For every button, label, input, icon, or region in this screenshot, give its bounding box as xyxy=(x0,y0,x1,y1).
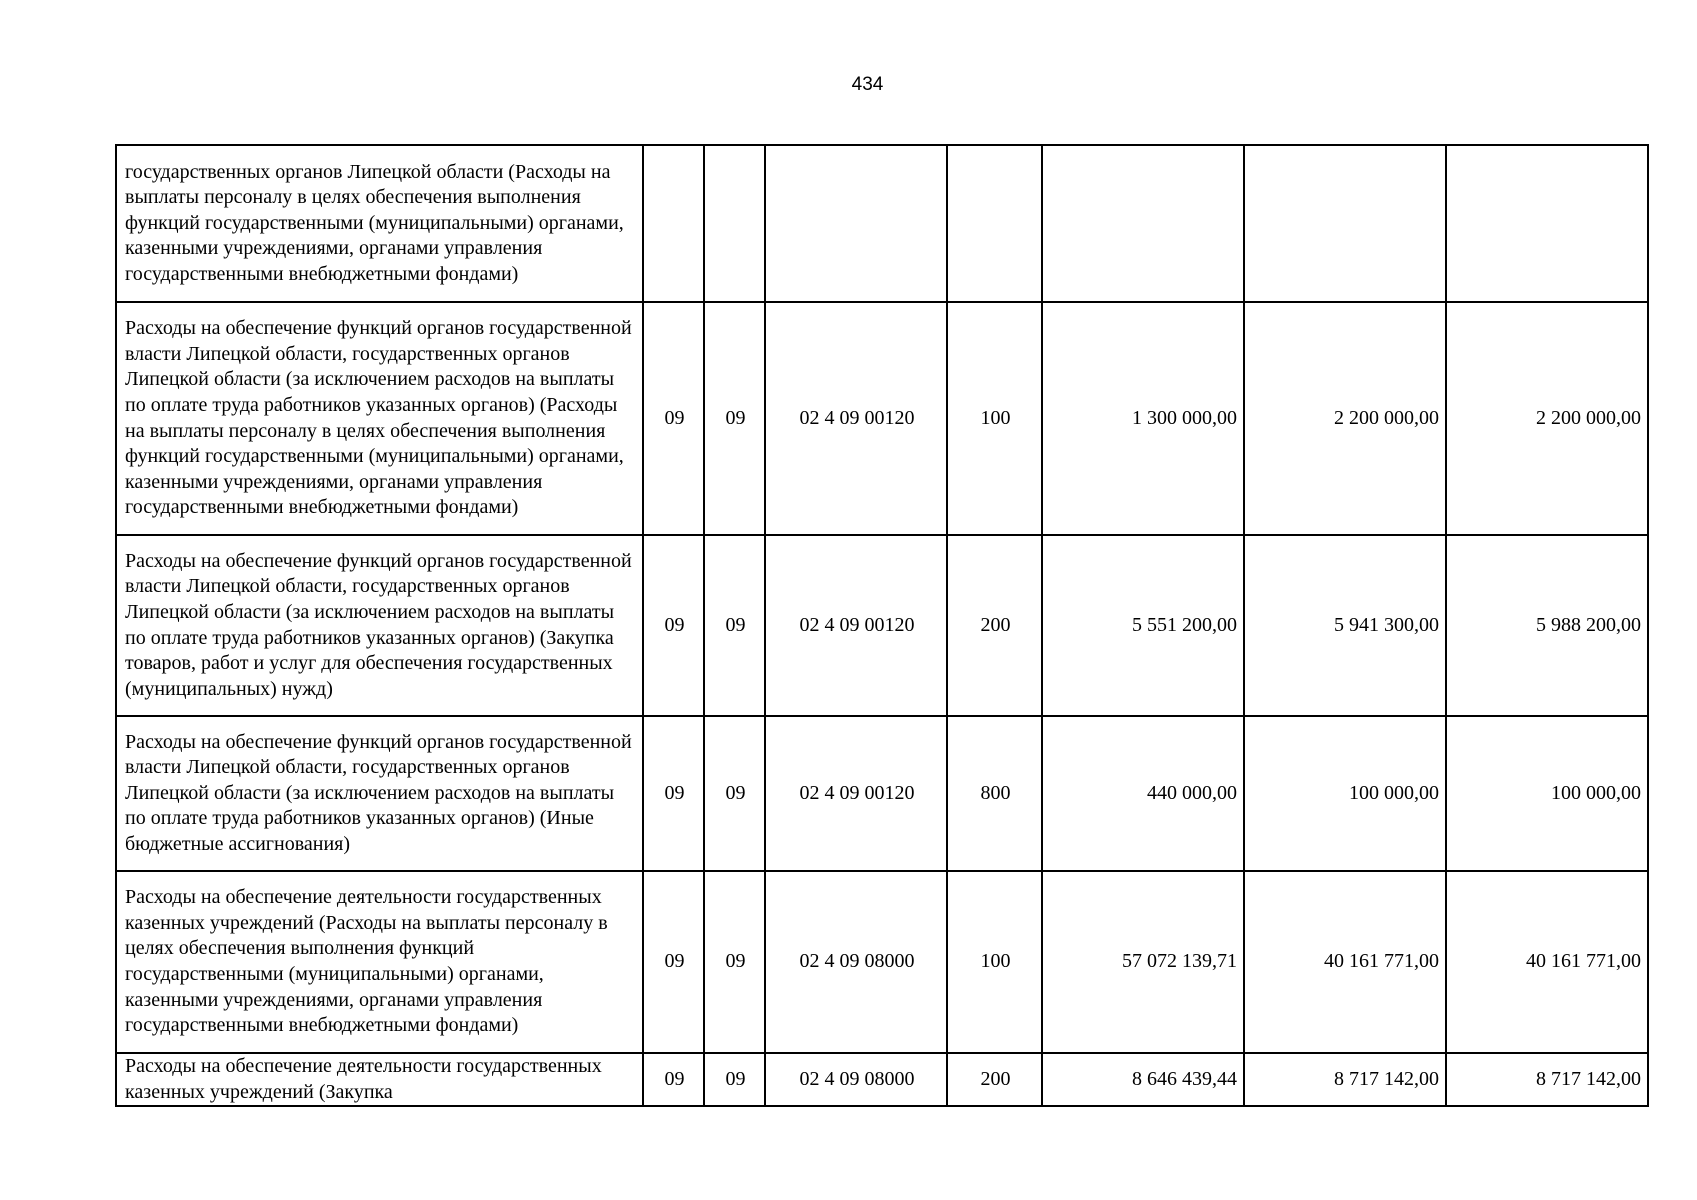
cell-description: Расходы на обеспечение деятельности государственных казенных учреждений (Закупка xyxy=(116,1053,643,1106)
cell-expense-type: 200 xyxy=(947,1053,1042,1106)
cell-amount-3 xyxy=(1446,145,1648,302)
cell-description: Расходы на обеспечение деятельности государственных казенных учреждений (Расходы на выплаты персоналу в целях обеспечения выполнения функций государственными (муниципальными) органами, казенными учреждениями, органами управления государственными внебюджетными фондами) xyxy=(116,871,643,1053)
cell-amount-1: 8 646 439,44 xyxy=(1042,1053,1244,1106)
cell-target-article: 02 4 09 08000 xyxy=(765,1053,947,1106)
cell-section: 09 xyxy=(643,302,704,535)
cell-expense-type: 100 xyxy=(947,871,1042,1053)
cell-amount-2 xyxy=(1244,145,1446,302)
budget-table xyxy=(115,144,1649,1107)
cell-description: Расходы на обеспечение функций органов государственной власти Липецкой области, государственных органов Липецкой области (за исключением расходов на выплаты по оплате труда работников указанных органов) (Расходы на выплаты персоналу в целях обеспечения выполнения функций государственными (муниципальными) органами, казенными учреждениями, органами управления государственными внебюджетными фондами) xyxy=(116,302,643,535)
cell-section: 09 xyxy=(643,716,704,871)
cell-amount-3: 8 717 142,00 xyxy=(1446,1053,1648,1106)
cell-amount-1: 440 000,00 xyxy=(1042,716,1244,871)
cell-amount-3: 5 988 200,00 xyxy=(1446,535,1648,716)
cell-amount-1 xyxy=(1042,145,1244,302)
cell-expense-type: 800 xyxy=(947,716,1042,871)
cell-amount-2: 5 941 300,00 xyxy=(1244,535,1446,716)
cell-subsection xyxy=(704,145,765,302)
cell-amount-3: 100 000,00 xyxy=(1446,716,1648,871)
cell-target-article: 02 4 09 00120 xyxy=(765,535,947,716)
cell-amount-2: 40 161 771,00 xyxy=(1244,871,1446,1053)
cell-subsection: 09 xyxy=(704,716,765,871)
cell-section: 09 xyxy=(643,871,704,1053)
table-row xyxy=(116,535,1648,716)
cell-amount-1: 57 072 139,71 xyxy=(1042,871,1244,1053)
cell-amount-2: 8 717 142,00 xyxy=(1244,1053,1446,1106)
cell-expense-type: 100 xyxy=(947,302,1042,535)
table-row xyxy=(116,1053,1648,1106)
cell-section: 09 xyxy=(643,535,704,716)
cell-subsection: 09 xyxy=(704,1053,765,1106)
table-row xyxy=(116,716,1648,871)
cell-expense-type xyxy=(947,145,1042,302)
cell-subsection: 09 xyxy=(704,871,765,1053)
cell-subsection: 09 xyxy=(704,302,765,535)
cell-expense-type: 200 xyxy=(947,535,1042,716)
page-number: 434 xyxy=(851,74,884,95)
cell-amount-2: 100 000,00 xyxy=(1244,716,1446,871)
cell-amount-2: 2 200 000,00 xyxy=(1244,302,1446,535)
cell-target-article: 02 4 09 00120 xyxy=(765,716,947,871)
cell-amount-3: 2 200 000,00 xyxy=(1446,302,1648,535)
cell-section xyxy=(643,145,704,302)
cell-section: 09 xyxy=(643,1053,704,1106)
cell-target-article: 02 4 09 00120 xyxy=(765,302,947,535)
cell-amount-1: 1 300 000,00 xyxy=(1042,302,1244,535)
cell-description: Расходы на обеспечение функций органов государственной власти Липецкой области, государственных органов Липецкой области (за исключением расходов на выплаты по оплате труда работников указанных органов) (Иные бюджетные ассигнования) xyxy=(116,716,643,871)
cell-description: Расходы на обеспечение функций органов государственной власти Липецкой области, государственных органов Липецкой области (за исключением расходов на выплаты по оплате труда работников указанных органов) (Закупка товаров, работ и услуг для обеспечения государственных (муниципальных) нужд) xyxy=(116,535,643,716)
cell-description: государственных органов Липецкой области (Расходы на выплаты персоналу в целях обеспечения выполнения функций государственными (муниципальными) органами, казенными учреждениями, органами управления государственными внебюджетными фондами) xyxy=(116,145,643,302)
table-row xyxy=(116,145,1648,302)
table-row xyxy=(116,302,1648,535)
cell-amount-1: 5 551 200,00 xyxy=(1042,535,1244,716)
cell-target-article xyxy=(765,145,947,302)
table-row xyxy=(116,871,1648,1053)
cell-amount-3: 40 161 771,00 xyxy=(1446,871,1648,1053)
cell-subsection: 09 xyxy=(704,535,765,716)
cell-target-article: 02 4 09 08000 xyxy=(765,871,947,1053)
